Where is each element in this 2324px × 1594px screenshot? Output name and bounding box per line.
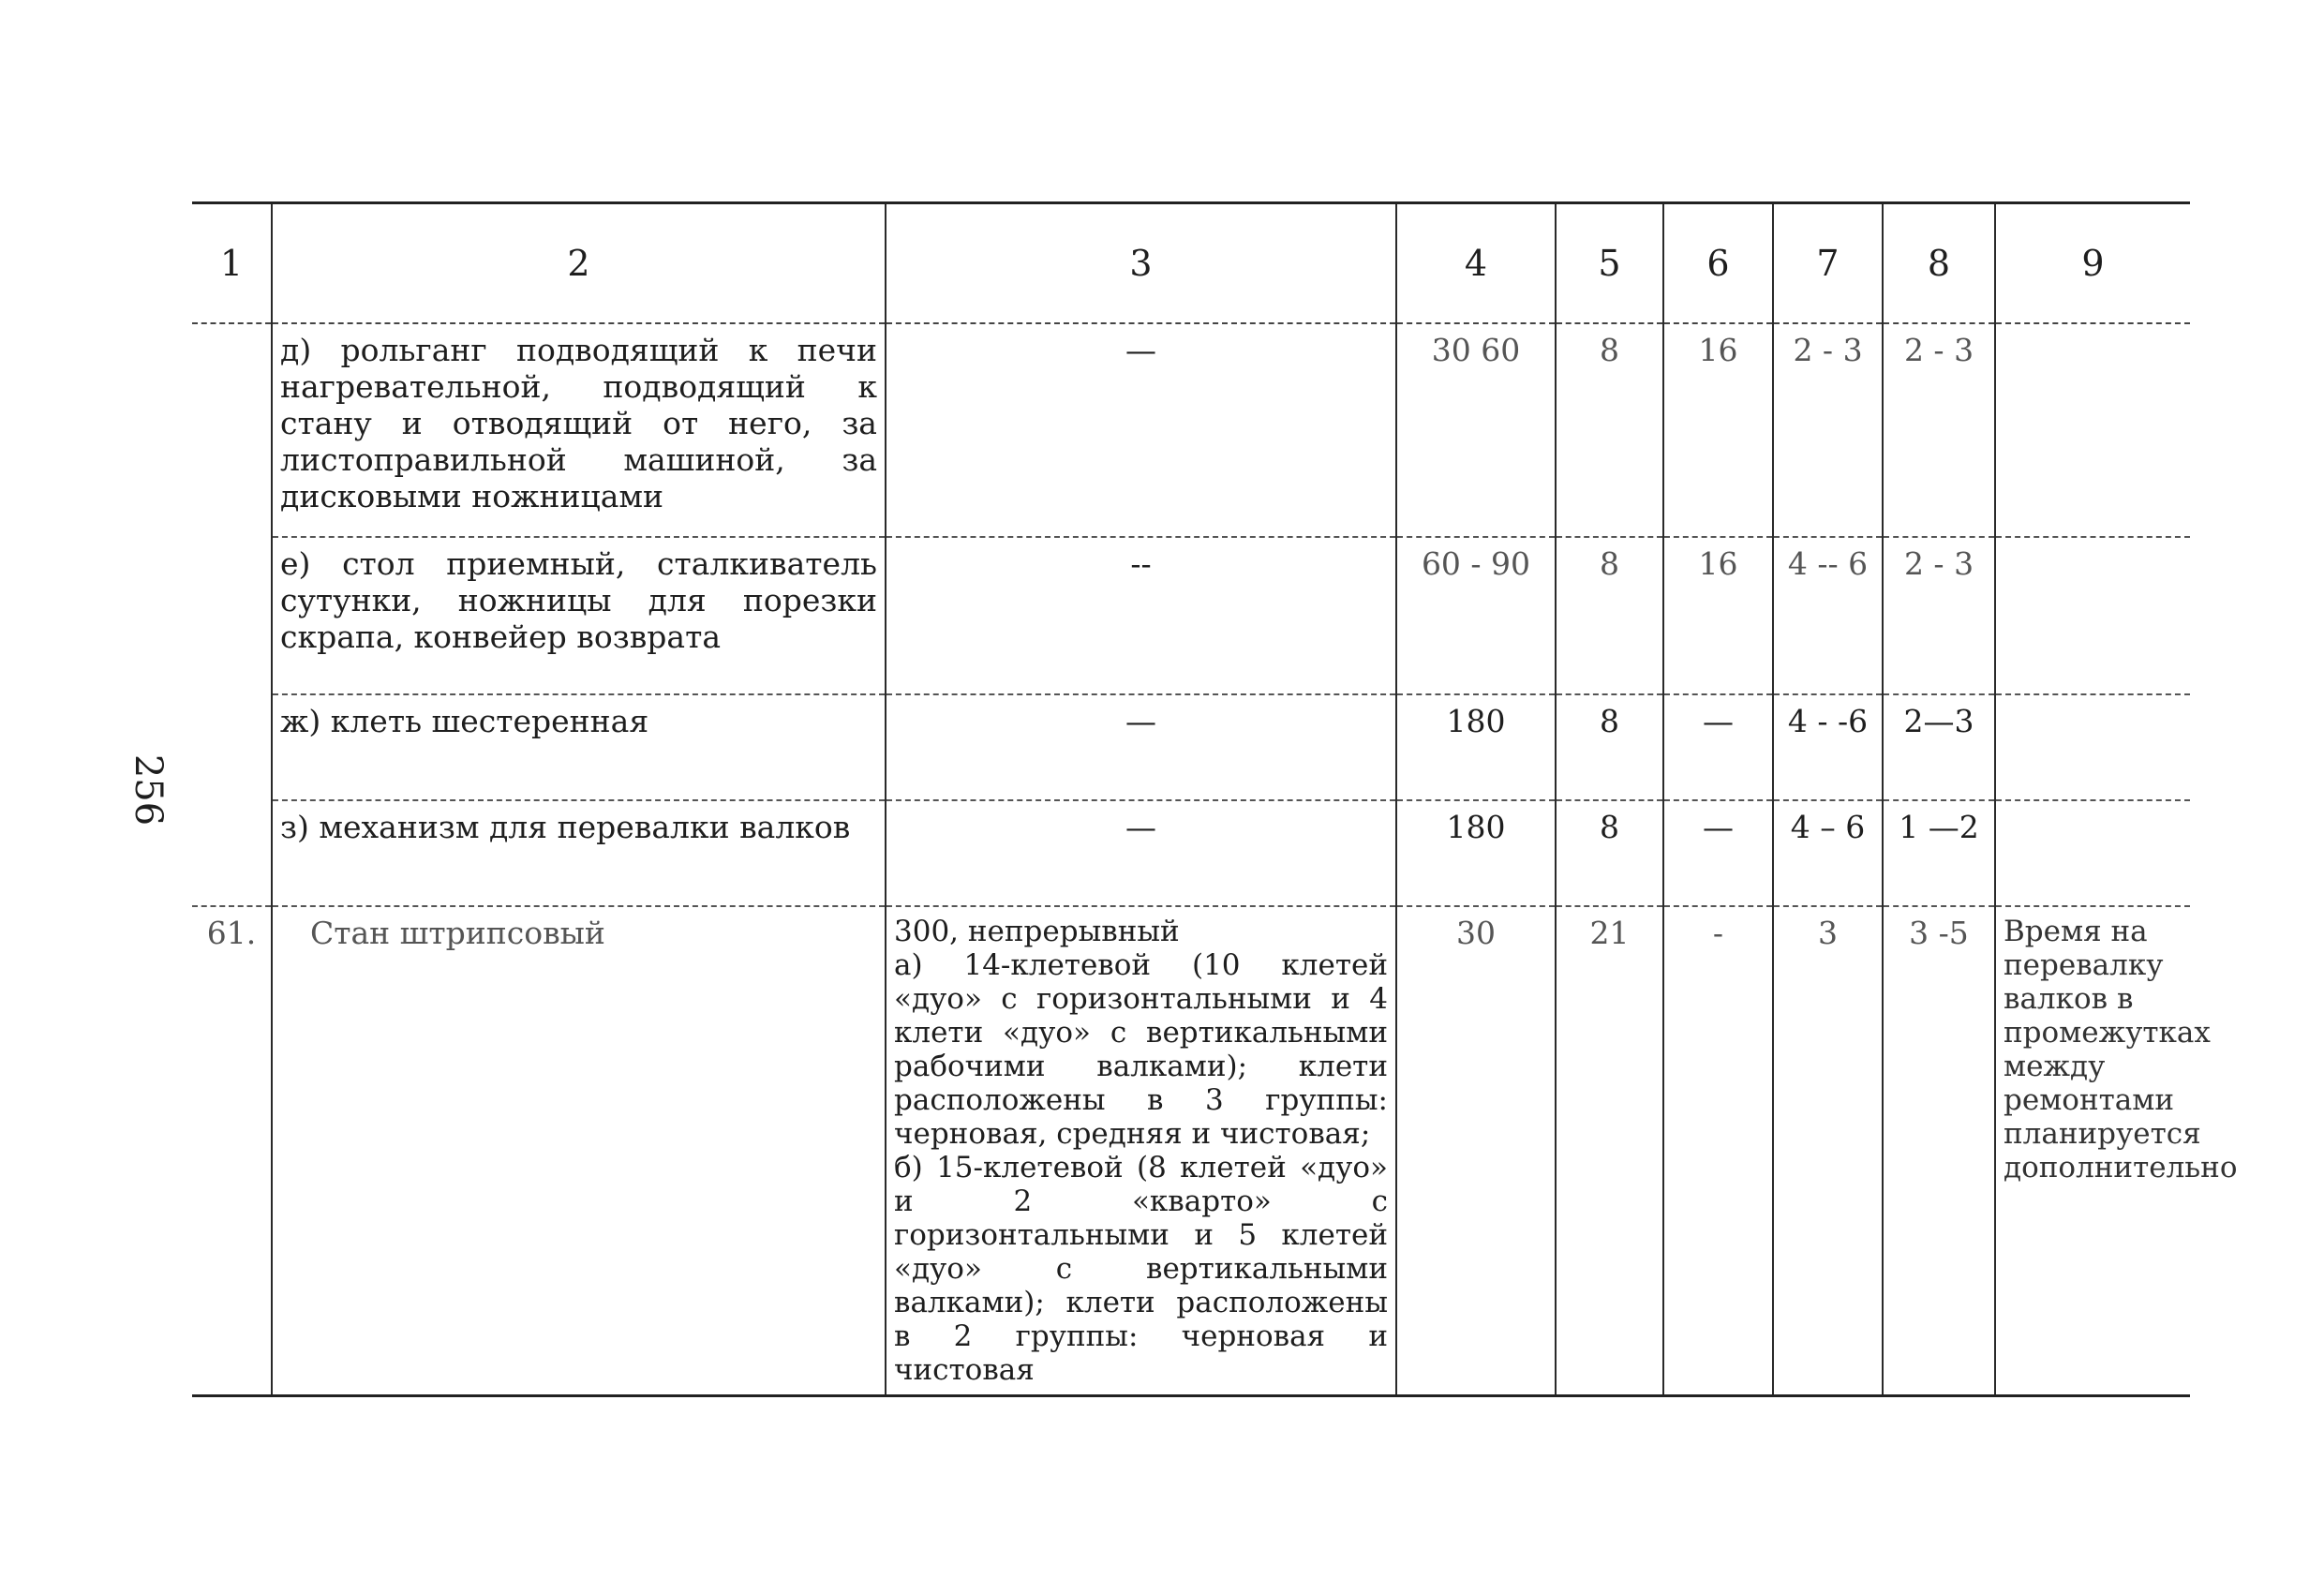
table-row — [192, 906, 2190, 1396]
maintenance-table — [192, 201, 2238, 1397]
header-col-1: 1 — [192, 203, 272, 324]
equipment-characteristic: 300, непрерывный а) 14-клетевой (10 клетей «дуо» с горизонтальными и 4 клети «дуо» с вертикальными рабочими валками); клети расположены в 3 группы: черновая, средняя и чистовая; б) 15-клетевой (8 клетей «дуо» и 2 «кварто» с горизонтальными и 5 клетей «дуо» с вертикальными валками); клети расположены в 2 группы: черновая и чистовая — [886, 906, 1396, 1396]
value-col-7: 3 — [1773, 906, 1883, 1396]
header-col-4: 4 — [1396, 203, 1556, 324]
header-col-7: 7 — [1773, 203, 1883, 324]
value-col-7: 2 - 3 — [1773, 323, 1883, 537]
equipment-name: е) стол приемный, сталкиватель сутунки, ножницы для порезки скрапа, конвейер возврата — [272, 537, 886, 694]
value-col-5: 8 — [1556, 537, 1663, 694]
note — [1995, 323, 2190, 537]
table-row — [192, 323, 2190, 537]
value-col-6: — — [1663, 694, 1773, 800]
value-col-8: 2 - 3 — [1883, 537, 1995, 694]
value-col-5: 8 — [1556, 800, 1663, 906]
value-col-6: — — [1663, 800, 1773, 906]
note — [1995, 537, 2190, 694]
header-col-6: 6 — [1663, 203, 1773, 324]
value-col-6: - — [1663, 906, 1773, 1396]
header-row — [192, 203, 2190, 324]
value-col-7: 4 - -6 — [1773, 694, 1883, 800]
value-col-7: 4 – 6 — [1773, 800, 1883, 906]
equipment-characteristic: — — [886, 323, 1396, 537]
value-col-7: 4 -- 6 — [1773, 537, 1883, 694]
equipment-characteristic: -- — [886, 537, 1396, 694]
row-number — [192, 800, 272, 906]
value-col-8: 1 —2 — [1883, 800, 1995, 906]
table-row — [192, 537, 2190, 694]
value-col-5: 8 — [1556, 694, 1663, 800]
value-col-4: 180 — [1396, 694, 1556, 800]
row-number — [192, 323, 272, 537]
equipment-characteristic: — — [886, 694, 1396, 800]
equipment-name: з) механизм для перевалки валков — [272, 800, 886, 906]
header-col-8: 8 — [1883, 203, 1995, 324]
equipment-name: ж) клеть шестеренная — [272, 694, 886, 800]
value-col-4: 180 — [1396, 800, 1556, 906]
row-number — [192, 694, 272, 800]
value-col-8: 3 -5 — [1883, 906, 1995, 1396]
value-col-5: 21 — [1556, 906, 1663, 1396]
value-col-6: 16 — [1663, 323, 1773, 537]
header-col-5: 5 — [1556, 203, 1663, 324]
table-row — [192, 800, 2190, 906]
note — [1995, 694, 2190, 800]
note: Время на перевалку валков в промежутках между ремонтами планируется дополнительно — [1995, 906, 2190, 1396]
value-col-5: 8 — [1556, 323, 1663, 537]
equipment-name: Стан штрипсовый — [272, 906, 886, 1396]
row-number — [192, 537, 272, 694]
header-col-3: 3 — [886, 203, 1396, 324]
value-col-4: 60 - 90 — [1396, 537, 1556, 694]
header-col-2: 2 — [272, 203, 886, 324]
header-col-9: 9 — [1995, 203, 2190, 324]
row-number: 61. — [206, 915, 257, 951]
value-col-8: 2 - 3 — [1883, 323, 1995, 537]
table-row — [192, 694, 2190, 800]
page-number: 256 — [127, 753, 171, 827]
value-col-6: 16 — [1663, 537, 1773, 694]
value-col-4: 30 — [1396, 906, 1556, 1396]
equipment-characteristic: — — [886, 800, 1396, 906]
value-col-8: 2—3 — [1883, 694, 1995, 800]
equipment-name: д) рольганг подводящий к печи нагревательной, подводящий к стану и отводящий от него, за листоправильной машиной, за дисковыми ножницами — [272, 323, 886, 537]
note — [1995, 800, 2190, 906]
value-col-4: 30 60 — [1396, 323, 1556, 537]
